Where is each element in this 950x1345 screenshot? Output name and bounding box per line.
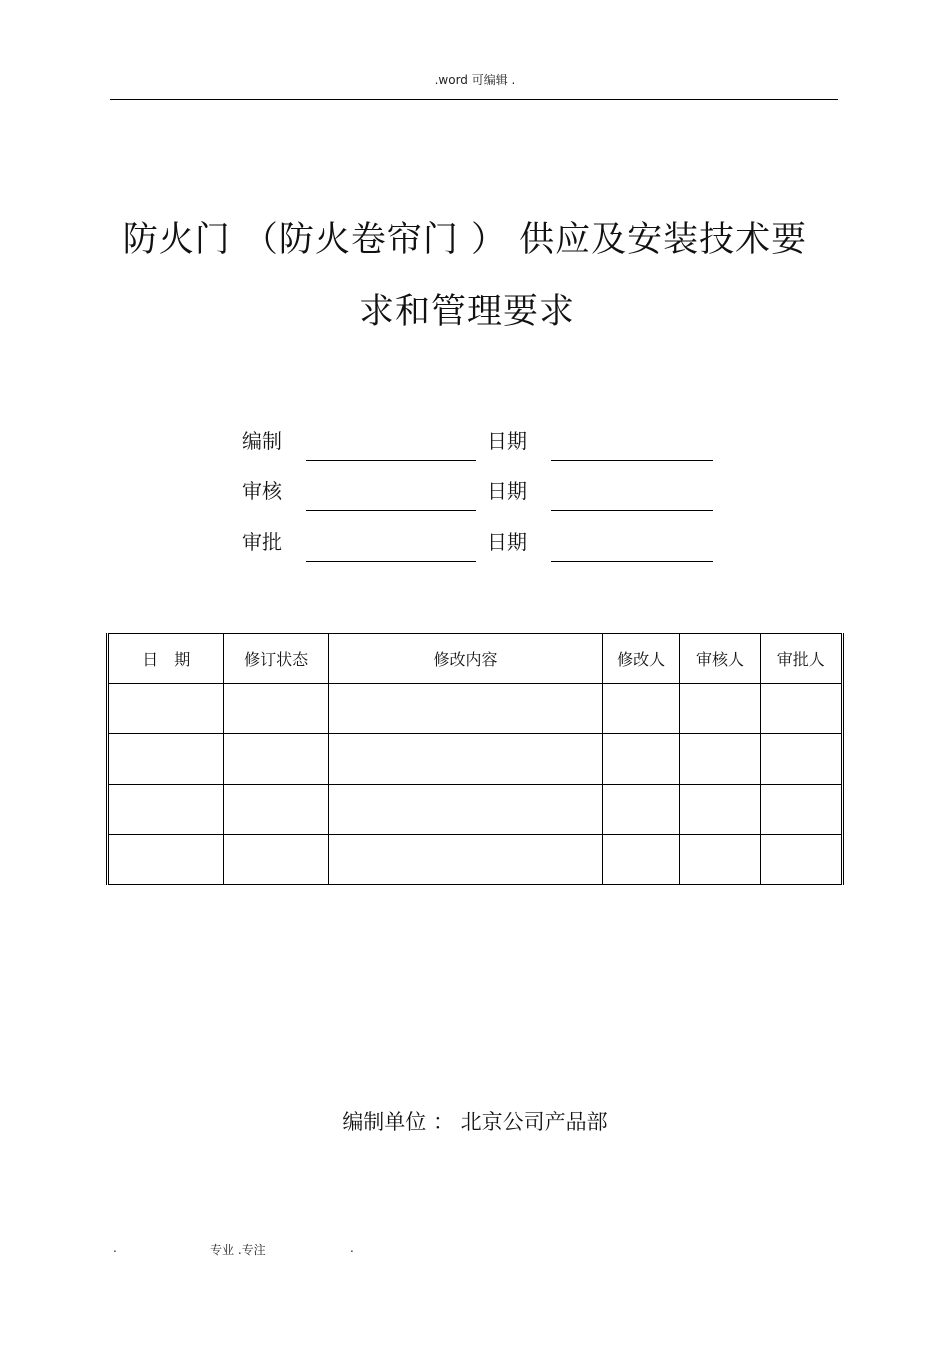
- signoff-line-review[interactable]: [306, 510, 476, 511]
- signoff-date-line-approve[interactable]: [551, 561, 713, 562]
- column-header-revision-status: 修订状态: [224, 634, 328, 684]
- table-cell[interactable]: [224, 734, 328, 784]
- table-cell[interactable]: [328, 734, 602, 784]
- signoff-label-compile: 编制: [242, 429, 282, 453]
- table-cell[interactable]: [108, 734, 224, 784]
- header-rule: [110, 99, 838, 100]
- table-row: [108, 684, 843, 734]
- revision-history-table: [106, 633, 844, 885]
- table-cell[interactable]: [328, 784, 602, 834]
- footer-left-mark: .: [113, 1241, 117, 1255]
- table-cell[interactable]: [603, 784, 680, 834]
- table-header-row: [108, 634, 843, 684]
- table-cell[interactable]: [603, 834, 680, 884]
- table-cell[interactable]: [603, 734, 680, 784]
- footer-center-text: 专业 .专注: [210, 1243, 266, 1257]
- signoff-date-label-compile: 日期: [487, 429, 527, 453]
- signoff-date-label-approve: 日期: [487, 530, 527, 554]
- table-cell[interactable]: [224, 684, 328, 734]
- table-cell[interactable]: [680, 684, 760, 734]
- table-row: [108, 734, 843, 784]
- signoff-label-approve: 审批: [242, 530, 282, 554]
- document-title-line-1: 防火门 （防火卷帘门 ） 供应及安装技术要: [122, 220, 808, 260]
- table-cell[interactable]: [760, 734, 842, 784]
- signoff-line-compile[interactable]: [306, 460, 476, 461]
- table-cell[interactable]: [760, 784, 842, 834]
- table-cell[interactable]: [680, 734, 760, 784]
- signoff-date-line-review[interactable]: [551, 510, 713, 511]
- signoff-label-review: 审核: [242, 479, 282, 503]
- page-header-text: .word 可编辑 .: [434, 73, 516, 87]
- footer-right-mark: .: [350, 1241, 354, 1255]
- table-cell[interactable]: [224, 834, 328, 884]
- column-header-reviewer: 审核人: [680, 634, 760, 684]
- document-title-line-2: 求和管理要求: [358, 292, 575, 332]
- signoff-date-line-compile[interactable]: [551, 460, 713, 461]
- table-cell[interactable]: [108, 834, 224, 884]
- column-header-date: 日 期: [108, 634, 224, 684]
- column-header-modifier: 修改人: [603, 634, 680, 684]
- table-cell[interactable]: [328, 834, 602, 884]
- table-cell[interactable]: [224, 784, 328, 834]
- table-cell[interactable]: [108, 684, 224, 734]
- signoff-date-label-review: 日期: [487, 479, 527, 503]
- compiling-unit: 编制单位 ： 北京公司产品部: [342, 1110, 608, 1134]
- table-cell[interactable]: [680, 784, 760, 834]
- table-cell[interactable]: [108, 784, 224, 834]
- column-header-approver: 审批人: [760, 634, 842, 684]
- table-cell[interactable]: [760, 684, 842, 734]
- table-cell[interactable]: [328, 684, 602, 734]
- table-row: [108, 834, 843, 884]
- table-row: [108, 784, 843, 834]
- table-cell[interactable]: [680, 834, 760, 884]
- table-cell[interactable]: [760, 834, 842, 884]
- table-cell[interactable]: [603, 684, 680, 734]
- signoff-line-approve[interactable]: [306, 561, 476, 562]
- column-header-change-content: 修改内容: [328, 634, 602, 684]
